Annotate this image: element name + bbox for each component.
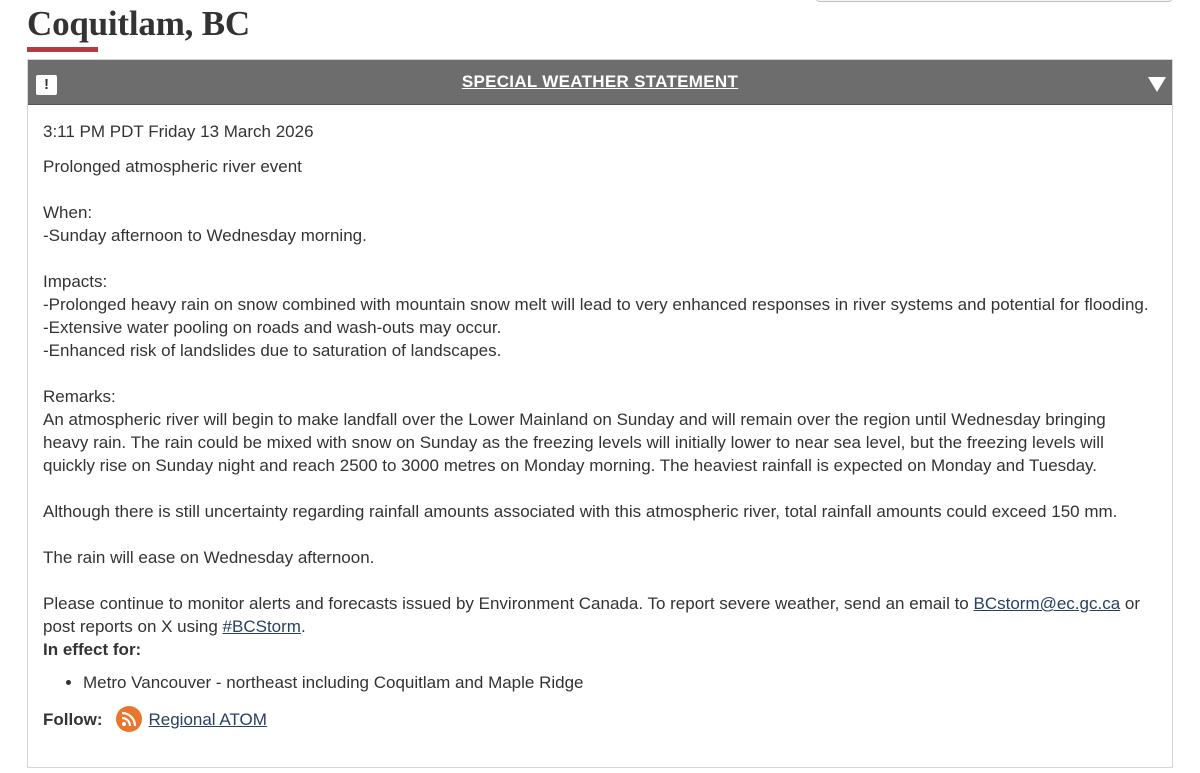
in-effect-area: • Metro Vancouver - northeast including Coquitlam and Maple Ridge (83, 671, 1153, 694)
contact-prefix: Please continue to monitor alerts and forecasts issued by Environment Canada. To report severe weather, send an email to (43, 594, 974, 613)
impact-item: -Prolonged heavy rain on snow combined with mountain snow melt will lead to very enhanced responses in river systems and potential for flooding. (43, 295, 1149, 314)
alert-header[interactable] (28, 60, 1172, 105)
issued-timestamp: 3:11 PM PDT Friday 13 March 2026 (43, 122, 314, 141)
contact-paragraph (43, 592, 1153, 638)
impact-item: -Extensive water pooling on roads and wash-outs may occur. (43, 318, 502, 337)
impacts-label: Impacts: (43, 272, 108, 291)
contact-suffix: . (300, 617, 306, 636)
remarks-label: Remarks: (43, 387, 116, 406)
email-link[interactable]: BCstorm@ec.gc.ca (973, 594, 1121, 613)
in-effect-label: In effect for: (43, 640, 142, 659)
alert-panel (27, 59, 1173, 768)
hashtag-link[interactable]: #BCStorm (222, 617, 301, 636)
title-underline (27, 47, 98, 52)
contact-middle: or post reports on X using (43, 594, 1141, 636)
caret-down-icon[interactable] (1148, 77, 1166, 92)
in-effect-list (43, 671, 1153, 694)
follow-label: Follow: (43, 709, 103, 729)
alert-body (43, 120, 1153, 732)
impact-item: -Enhanced risk of landslides due to saturation of landscapes. (43, 341, 502, 360)
when-label: When: (43, 203, 93, 222)
page-title: Coquitlam, BC (27, 4, 250, 43)
rss-icon[interactable] (116, 706, 142, 732)
ease-text: The rain will ease on Wednesday afternoon. (43, 548, 375, 567)
follow-row (43, 706, 1153, 732)
when-text: -Sunday afternoon to Wednesday morning. (43, 226, 367, 245)
uncertainty-text: Although there is still uncertainty regarding rainfall amounts associated with this atmospheric river, total rainfall amounts could exceed 150 mm. (43, 502, 1118, 521)
exclamation-icon: ! (36, 75, 57, 95)
top-search-box-edge[interactable] (816, 0, 1172, 2)
alert-title-link[interactable]: SPECIAL WEATHER STATEMENT (461, 72, 739, 91)
remarks-text: An atmospheric river will begin to make landfall over the Lower Mainland on Sunday and will remain over the region until Wednesday bringing heavy rain. The rain could be mixed with snow on Sunday as the freezing levels will initially lower to near sea level, but the freezing levels will quickly rise on Sunday night and reach 2500 to 3000 metres on Monday morning. The heaviest rainfall is expected on Monday and Tuesday. (43, 410, 1106, 475)
regional-atom-link[interactable]: Regional ATOM (148, 709, 267, 729)
alert-headline: Prolonged atmospheric river event (43, 157, 302, 176)
